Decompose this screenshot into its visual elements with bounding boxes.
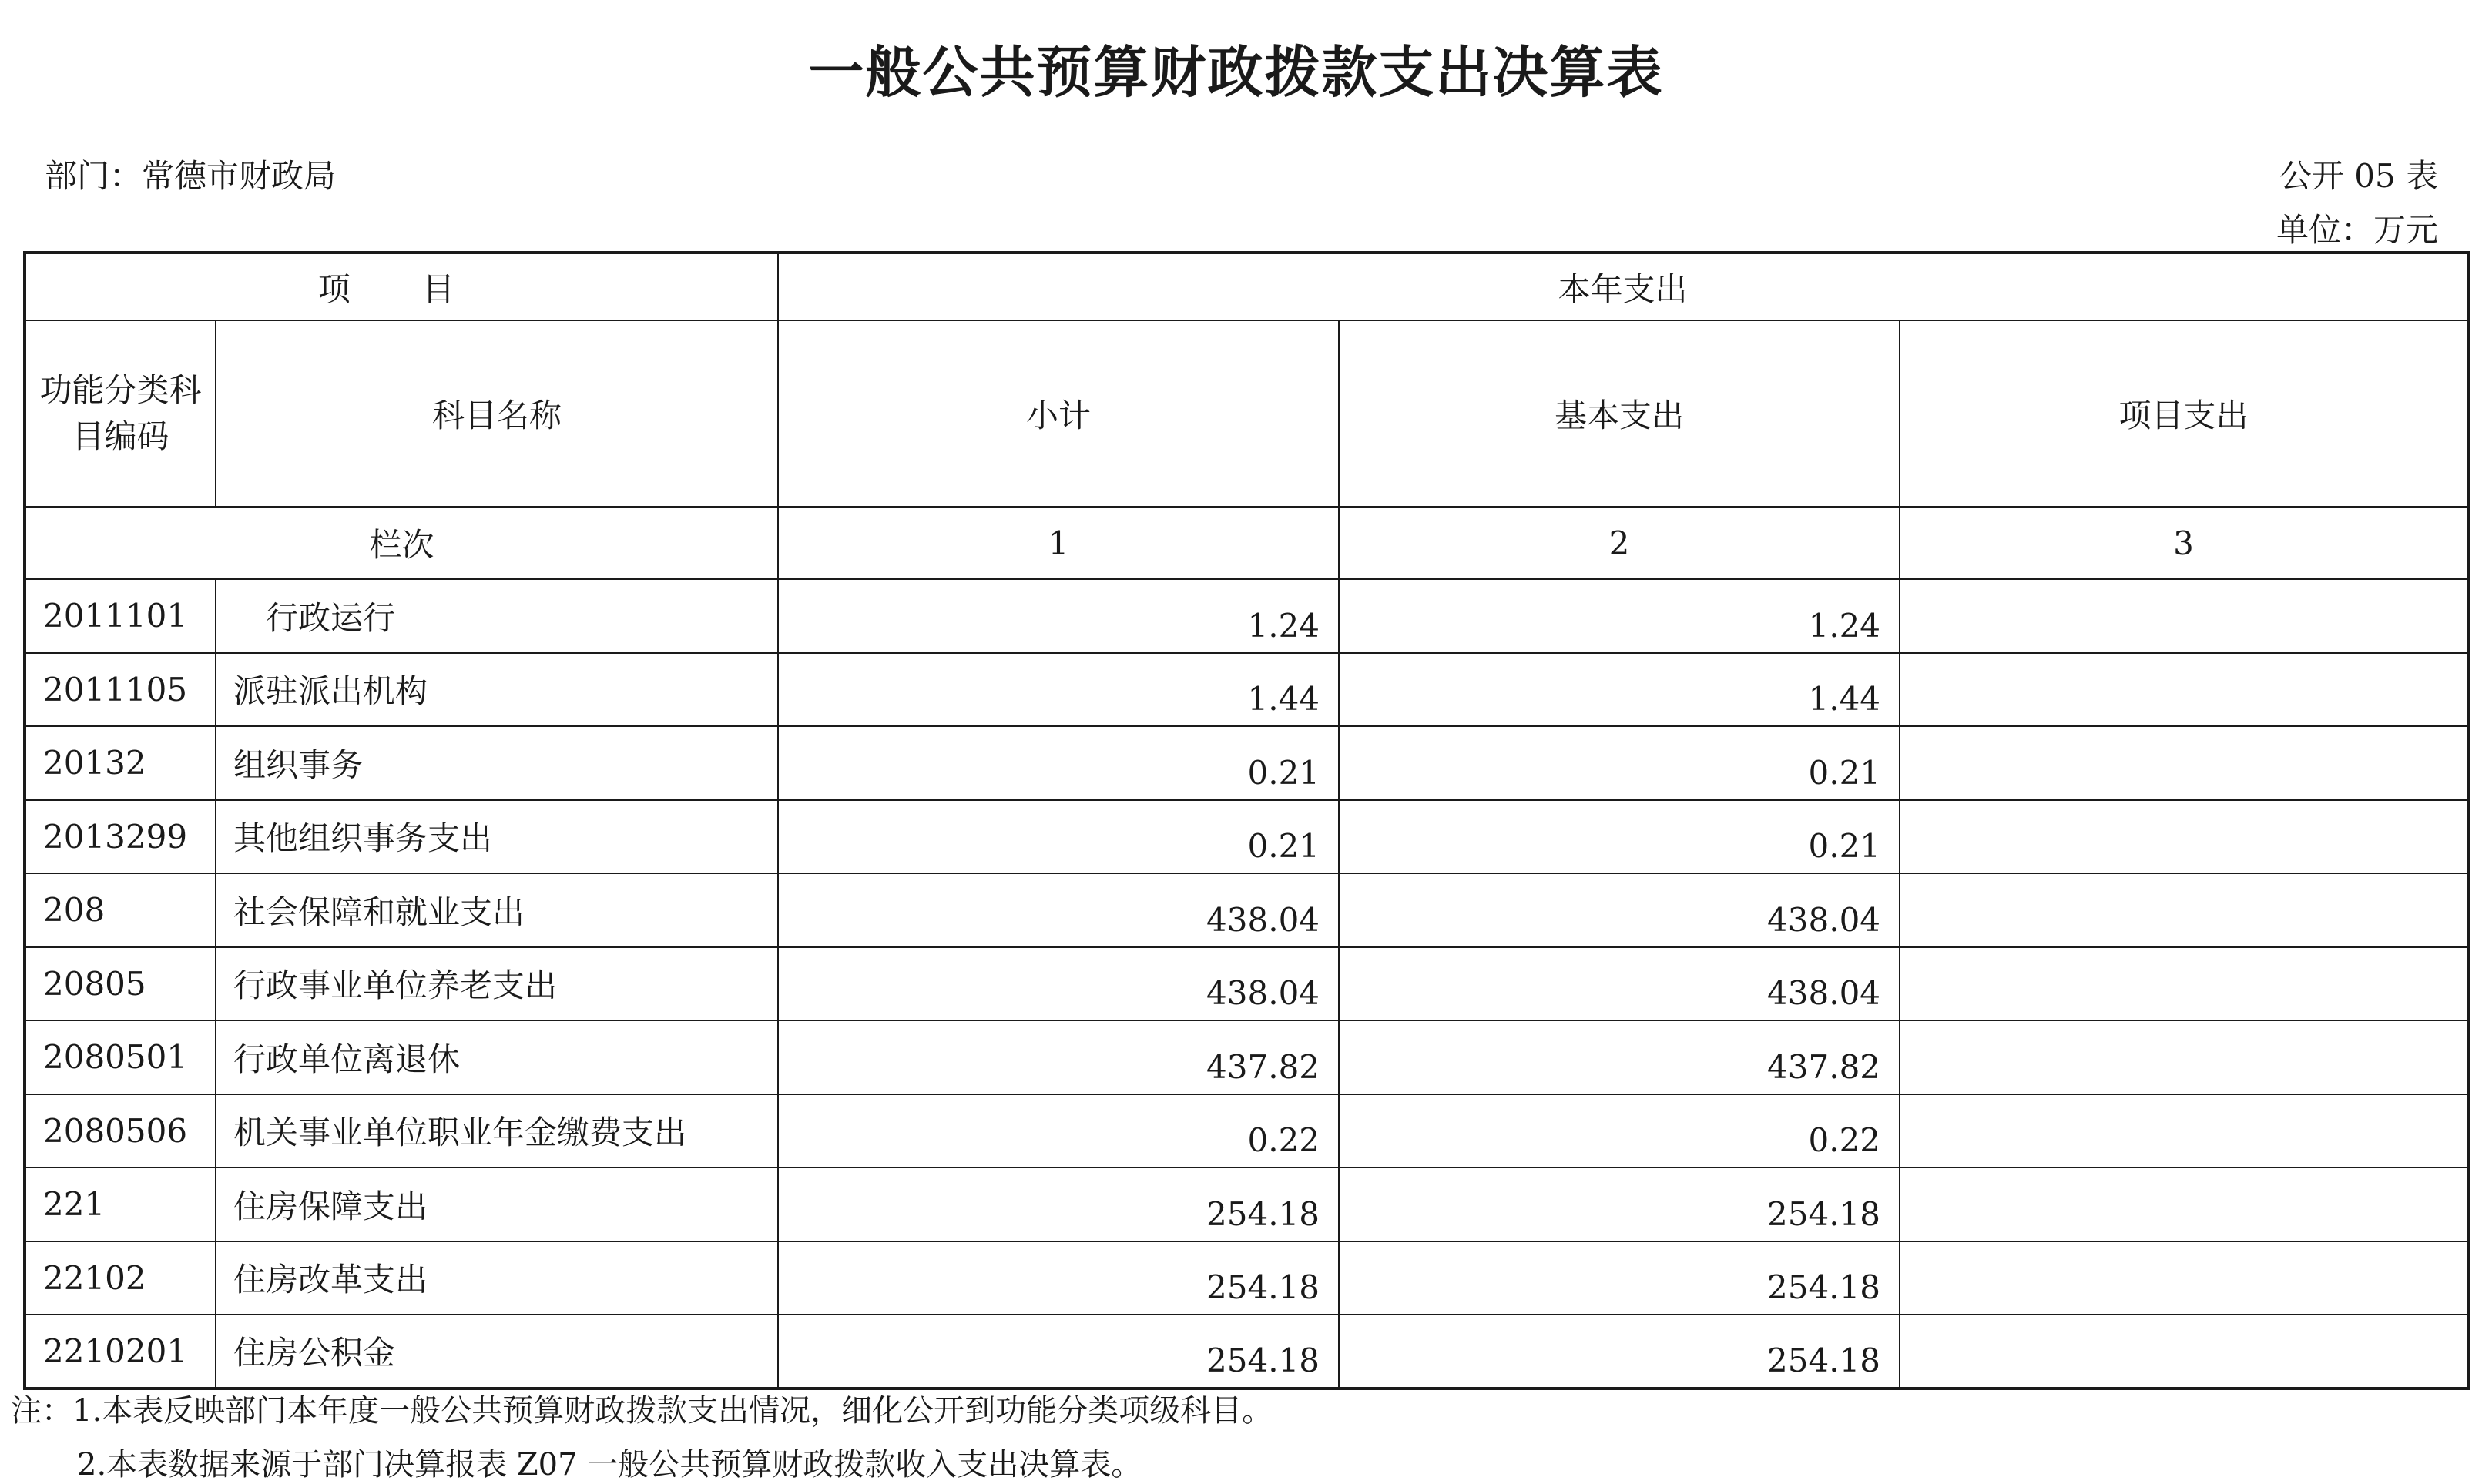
row-code: 2011105 [25, 653, 216, 727]
row-name: 住房公积金 [216, 1315, 778, 1389]
header-col1: 1 [778, 507, 1339, 579]
row-basic: 254.18 [1339, 1167, 1900, 1241]
row-subtotal: 254.18 [778, 1315, 1339, 1389]
row-basic: 0.21 [1339, 800, 1900, 874]
row-code: 2210201 [25, 1315, 216, 1389]
row-basic: 254.18 [1339, 1241, 1900, 1315]
unit-label: 单位：万元 [2276, 211, 2438, 249]
row-project [1900, 579, 2468, 653]
row-code: 22102 [25, 1241, 216, 1315]
table-row [25, 947, 2468, 1021]
row-name: 住房改革支出 [216, 1241, 778, 1315]
row-name: 社会保障和就业支出 [216, 873, 778, 947]
row-subtotal: 1.44 [778, 653, 1339, 727]
row-subtotal: 254.18 [778, 1241, 1339, 1315]
row-basic: 254.18 [1339, 1315, 1900, 1389]
table-row [25, 1167, 2468, 1241]
row-code: 2011101 [25, 579, 216, 653]
row-subtotal: 1.24 [778, 579, 1339, 653]
row-code: 20805 [25, 947, 216, 1021]
table-row [25, 800, 2468, 874]
table-row [25, 1241, 2468, 1315]
table-row [25, 1094, 2468, 1168]
table-row [25, 873, 2468, 947]
row-subtotal: 0.22 [778, 1094, 1339, 1168]
row-project [1900, 873, 2468, 947]
table-row [25, 653, 2468, 727]
row-project [1900, 653, 2468, 727]
table-row [25, 1315, 2468, 1389]
table-row [25, 579, 2468, 653]
row-project [1900, 800, 2468, 874]
header-current-year: 本年支出 [778, 253, 2468, 320]
row-project [1900, 726, 2468, 800]
row-subtotal: 0.21 [778, 726, 1339, 800]
header-basic: 基本支出 [1339, 320, 1900, 507]
row-name: 组织事务 [216, 726, 778, 800]
row-subtotal: 254.18 [778, 1167, 1339, 1241]
row-subtotal: 0.21 [778, 800, 1339, 874]
row-name: 行政单位离退休 [216, 1020, 778, 1094]
row-basic: 0.21 [1339, 726, 1900, 800]
row-subtotal: 437.82 [778, 1020, 1339, 1094]
form-number: 公开 05 表 [2279, 157, 2438, 195]
header-col2: 2 [1339, 507, 1900, 579]
row-project [1900, 1167, 2468, 1241]
row-basic: 438.04 [1339, 873, 1900, 947]
footnote-2: 2.本表数据来源于部门决算报表 Z07 一般公共预算财政拨款收入支出决算表。 [77, 1447, 1142, 1482]
expenditure-table [23, 251, 2470, 1390]
row-project [1900, 947, 2468, 1021]
header-row-3 [25, 507, 2468, 579]
row-project [1900, 1315, 2468, 1389]
row-code: 2080501 [25, 1020, 216, 1094]
row-name: 行政运行 [216, 579, 778, 653]
row-code: 208 [25, 873, 216, 947]
row-name: 其他组织事务支出 [216, 800, 778, 874]
row-basic: 1.24 [1339, 579, 1900, 653]
table-row [25, 726, 2468, 800]
header-row-2 [25, 320, 2468, 507]
header-code: 功能分类科目编码 [25, 320, 216, 507]
header-row-1 [25, 253, 2468, 320]
header-project: 项目支出 [1900, 320, 2468, 507]
header-item: 项 目 [25, 253, 778, 320]
row-name: 住房保障支出 [216, 1167, 778, 1241]
header-name: 科目名称 [216, 320, 778, 507]
footnote-1: 注：1.本表反映部门本年度一般公共预算财政拨款支出情况，细化公开到功能分类项级科目。 [11, 1393, 1273, 1429]
row-project [1900, 1094, 2468, 1168]
header-subtotal: 小计 [778, 320, 1339, 507]
row-name: 机关事业单位职业年金缴费支出 [216, 1094, 778, 1168]
row-project [1900, 1020, 2468, 1094]
row-code: 2013299 [25, 800, 216, 874]
row-basic: 438.04 [1339, 947, 1900, 1021]
page-title: 一般公共预算财政拨款支出决算表 [808, 40, 1664, 105]
row-subtotal: 438.04 [778, 947, 1339, 1021]
row-project [1900, 1241, 2468, 1315]
row-name: 行政事业单位养老支出 [216, 947, 778, 1021]
table-row [25, 1020, 2468, 1094]
header-col-order: 栏次 [25, 507, 778, 579]
department-label: 部门：常德市财政局 [45, 157, 337, 195]
header-col3: 3 [1900, 507, 2468, 579]
row-basic: 0.22 [1339, 1094, 1900, 1168]
row-code: 2080506 [25, 1094, 216, 1168]
row-basic: 437.82 [1339, 1020, 1900, 1094]
row-code: 221 [25, 1167, 216, 1241]
row-basic: 1.44 [1339, 653, 1900, 727]
row-code: 20132 [25, 726, 216, 800]
row-subtotal: 438.04 [778, 873, 1339, 947]
row-name: 派驻派出机构 [216, 653, 778, 727]
